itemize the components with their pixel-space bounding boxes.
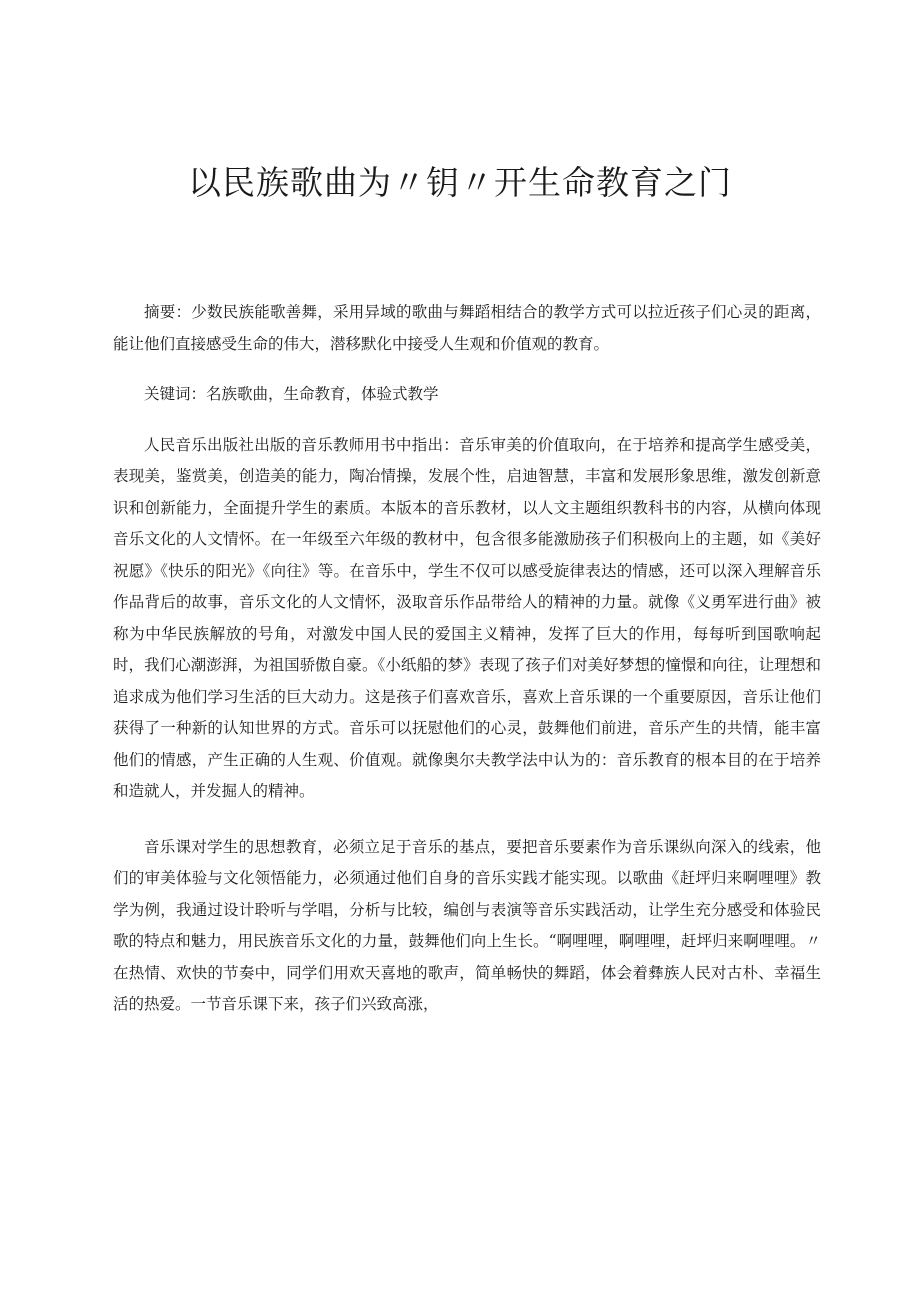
abstract-paragraph: 摘要：少数民族能歌善舞，采用异域的歌曲与舞蹈相结合的教学方式可以拉近孩子们心灵的距离，能让他们直接感受生命的伟大，潜移默化中接受人生观和价值观的教育。	[113, 303, 821, 353]
document-title: 以民族歌曲为〃钥〃开生命教育之门	[188, 163, 732, 202]
keywords-paragraph: 关键词：名族歌曲，生命教育，体验式教学	[144, 385, 439, 403]
body-paragraph: 人民音乐出版社出版的音乐教师用书中指出：音乐审美的价值取向，在于培养和提高学生感受美，表现美，鉴赏美，创造美的能力，陶冶情操，发展个性，启迪智慧，丰富和发展形象思维，激发创新意识和创新能力，全面提升学生的素质。本版本的音乐教材，以人文主题组织教科书的内容，从横向体现音乐文化的人文情怀。在一年级至六年级的教材中，包含很多能激励孩子们积极向上的主题，如《美好祝愿》《快乐的阳光》《向往》等。在音乐中，学生不仅可以感受旋律表达的情感，还可以深入理解音乐作品背后的故事，音乐文化的人文情怀，汲取音乐作品带给人的精神的力量。就像《义勇军进行曲》被称为中华民族解放的号角，对激发中国人民的爱国主义精神，发挥了巨大的作用，每每听到国歌响起时，我们心潮澎湃，为祖国骄傲自豪。《小纸船的梦》表现了孩子们对美好梦想的憧憬和向往，让理想和追求成为他们学习生活的巨大动力。这是孩子们喜欢音乐，喜欢上音乐课的一个重要原因，音乐让他们获得了一种新的认知世界的方式。音乐可以抚慰他们的心灵，鼓舞他们前进，音乐产生的共情，能丰富他们的情感，产生正确的人生观、价值观。就像奥尔夫教学法中认为的：音乐教育的根本目的在于培养和造就人，并发掘人的精神。	[113, 435, 821, 800]
body-paragraph: 音乐课对学生的思想教育，必须立足于音乐的基点，要把音乐要素作为音乐课纵向深入的线索，他们的审美体验与文化领悟能力，必须通过他们自身的音乐实践才能实现。以歌曲《赶坪归来啊哩哩》教学为例，我通过设计聆听与学唱，分析与比较，编创与表演等音乐实践活动，让学生充分感受和体验民歌的特点和魅力，用民族音乐文化的力量，鼓舞他们向上生长。“啊哩哩，啊哩哩，赶坪归来啊哩哩。〃在热情、欢快的节奏中，同学们用欢天喜地的歌声，简单畅快的舞蹈，体会着彝族人民对古朴、幸福生活的热爱。一节音乐课下来，孩子们兴致高涨，	[113, 837, 821, 1013]
document-body	[113, 297, 821, 1021]
